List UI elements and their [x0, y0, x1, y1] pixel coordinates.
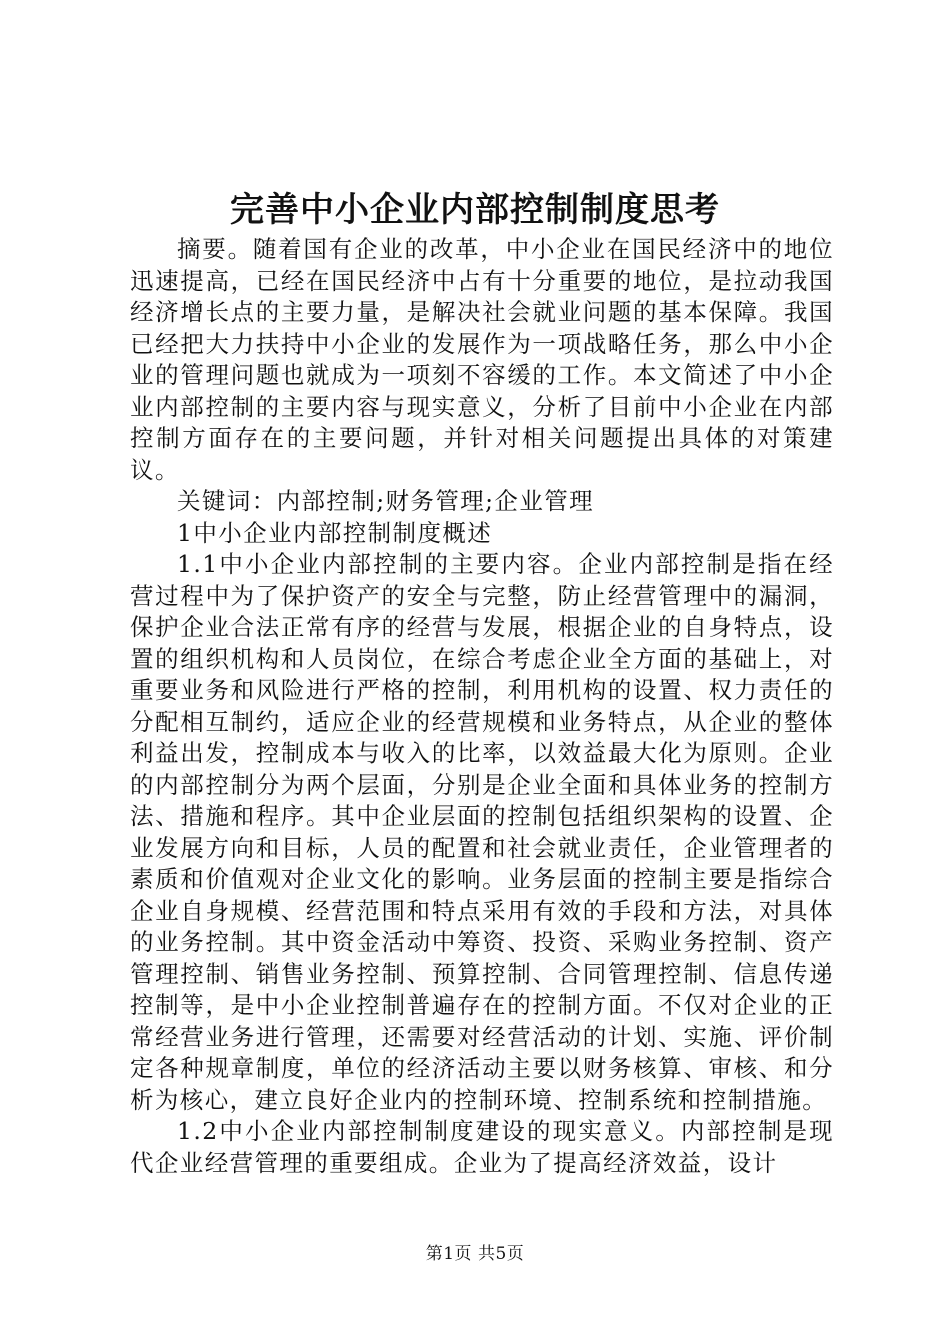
section-heading: 1中小企业内部控制制度概述 [177, 518, 493, 547]
page-footer: 第1页 共5页 [425, 1244, 525, 1264]
keywords-line: 关键词：内部控制;财务管理;企业管理 [177, 487, 595, 515]
document-body [130, 234, 834, 1179]
document-title: 完善中小企业内部控制制度思考 [230, 190, 720, 230]
section-1-1-paragraph: 1.1中小企业内部控制的主要内容。企业内部控制是指在经营过程中为了保护资产的安全与完整，防止经营管理中的漏洞，保护企业合法正常有序的经营与发展，根据企业的自身特点，设置的组织机构和人员岗位，在综合考虑企业全方面的基础上，对重要业务和风险进行严格的控制，利用机构的设置、权力责任的分配相互制约，适应企业的经营规模和业务特点，从企业的整体利益出发，控制成本与收入的比率，以效益最大化为原则。企业的内部控制分为两个层面，分别是企业全面和具体业务的控制方法、措施和程序。其中企业层面的控制包括组织架构的设置、企业发展方向和目标，人员的配置和社会就业责任，企业管理者的素质和价值观对企业文化的影响。业务层面的控制主要是指综合企业自身规模、经营范围和特点采用有效的手段和方法，对具体的业务控制。其中资金活动中筹资、投资、采购业务控制、资产管理控制、销售业务控制、预算控制、合同管理控制、信息传递控制等，是中小企业控制普遍存在的控制方面。不仅对企业的正常经营业务进行管理，还需要对经营活动的计划、实施、评价制定各种规章制度，单位的经济活动主要以财务核算、审核、和分析为核心，建立良好企业内的控制环境、控制系统和控制措施。 [130, 550, 834, 1114]
abstract-paragraph: 摘要。随着国有企业的改革，中小企业在国民经济中的地位迅速提高，已经在国民经济中占有十分重要的地位，是拉动我国经济增长点的主要力量，是解决社会就业问题的基本保障。我国已经把大力扶持中小企业的发展作为一项战略任务，那么中小企业的管理问题也就成为一项刻不容缓的工作。本文简述了中小企业内部控制的主要内容与现实意义，分析了目前中小企业在内部控制方面存在的主要问题，并针对相关问题提出具体的对策建议。 [130, 235, 834, 484]
section-1-2-paragraph: 1.2中小企业内部控制制度建设的现实意义。内部控制是现代企业经营管理的重要组成。企业为了提高经济效益，设计 [130, 1117, 834, 1177]
